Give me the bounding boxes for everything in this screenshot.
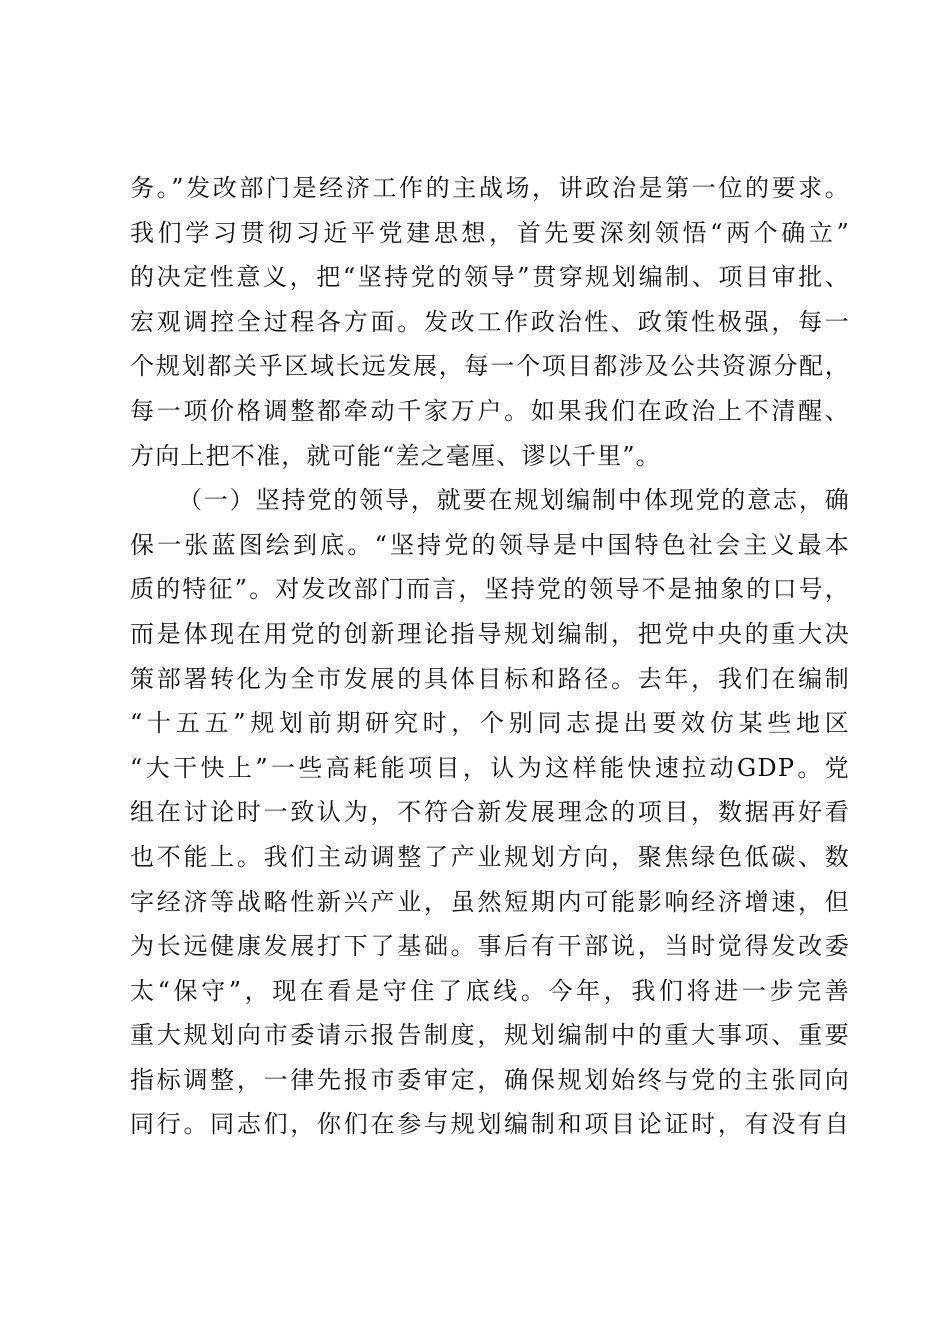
text-line: 也不能上。我们主动调整了产业规划方向，聚焦绿色低碳、数 bbox=[130, 842, 850, 871]
text-line: 字经济等战略性新兴产业，虽然短期内可能影响经济增速，但 bbox=[130, 887, 850, 916]
body-text bbox=[130, 166, 850, 1147]
text-line: 质的特征”。对发改部门而言，坚持党的领导不是抽象的口号， bbox=[130, 575, 850, 604]
text-line: 重大规划向市委请示报告制度，规划编制中的重大事项、重要 bbox=[130, 1021, 850, 1050]
text-line: 策部署转化为全市发展的具体目标和路径。去年，我们在编制 bbox=[130, 664, 850, 693]
text-line: 保一张蓝图绘到底。“坚持党的领导是中国特色社会主义最本 bbox=[130, 530, 850, 559]
text-line: 务。”发改部门是经济工作的主战场，讲政治是第一位的要求。 bbox=[130, 174, 850, 202]
text-line: 方向上把不准，就可能“差之毫厘、谬以千里”。 bbox=[130, 441, 661, 470]
text-line: 太“保守”，现在看是守住了底线。今年，我们将进一步完善 bbox=[130, 976, 850, 1005]
text-line: 每一项价格调整都牵动千家万户。如果我们在政治上不清醒、 bbox=[130, 396, 850, 425]
text-line: 为长远健康发展打下了基础。事后有干部说，当时觉得发改委 bbox=[130, 932, 850, 961]
section-heading-line: （一）坚持党的领导，就要在规划编制中体现党的意志，确 bbox=[178, 486, 850, 515]
text-line: “大干快上”一些高耗能项目，认为这样能快速拉动GDP。党 bbox=[130, 753, 850, 782]
text-line: “十五五”规划前期研究时，个别同志提出要效仿某些地区 bbox=[130, 709, 850, 738]
text-line: 个规划都关乎区域长远发展，每一个项目都涉及公共资源分配， bbox=[130, 352, 850, 381]
text-line: 指标调整，一律先报市委审定，确保规划始终与党的主张同向 bbox=[130, 1065, 850, 1094]
text-line: 宏观调控全过程各方面。发改工作政治性、政策性极强，每一 bbox=[130, 307, 850, 336]
text-line: 我们学习贯彻习近平党建思想，首先要深刻领悟“两个确立” bbox=[130, 218, 850, 247]
text-line: 的决定性意义，把“坚持党的领导”贯穿规划编制、项目审批、 bbox=[130, 263, 850, 292]
text-line: 而是体现在用党的创新理论指导规划编制，把党中央的重大决 bbox=[130, 619, 850, 648]
text-line: 组在讨论时一致认为，不符合新发展理念的项目，数据再好看 bbox=[130, 798, 850, 827]
text-line: 同行。同志们，你们在参与规划编制和项目论证时，有没有自 bbox=[130, 1110, 850, 1139]
